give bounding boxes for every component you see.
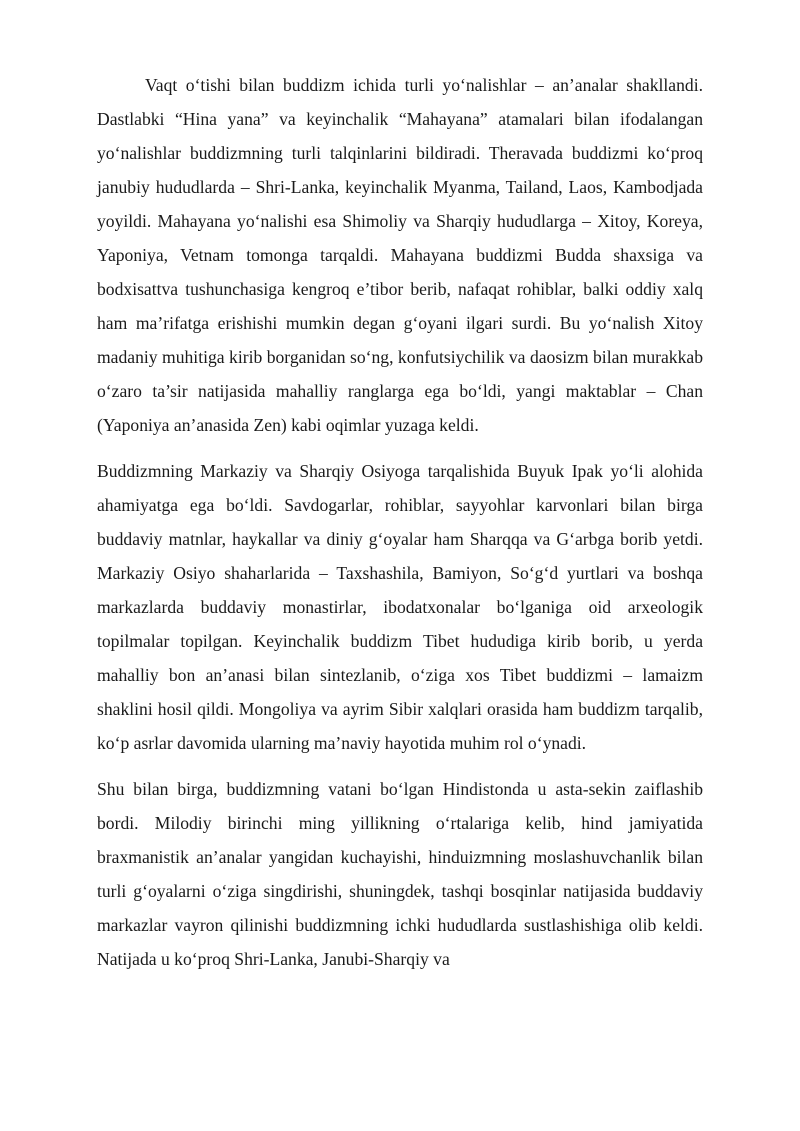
paragraph-3: Shu bilan birga, buddizmning vatani bo‘lgan Hindistonda u asta-sekin zaiflashib bordi. Milodiy birinchi ming yillikning o‘rtalariga kelib, hind jamiyatida braxmanistik an’analar yangidan kuchayishi, hinduizmning moslashuvchanlik bilan turli g‘oyalarni o‘ziga singdirishi, shuningdek, tashqi bosqinlar natijasida buddaviy markazlar vayron qilinishi buddizmning ichki hududlarda sustlashishiga olib keldi. Natijada u ko‘proq Shri-Lanka, Janubi-Sharqiy va — [97, 779, 703, 969]
document-page — [97, 68, 703, 988]
paragraph-2: Buddizmning Markaziy va Sharqiy Osiyoga tarqalishida Buyuk Ipak yo‘li alohida ahamiyatga ega bo‘ldi. Savdogarlar, rohiblar, sayyohlar karvonlari bilan birga buddaviy matnlar, haykallar va diniy g‘oyalar ham Sharqqa va G‘arbga borib yetdi. Markaziy Osiyo shaharlarida – Taxshashila, Bamiyon, So‘g‘d yurtlari va boshqa markazlarda buddaviy monastirlar, ibodatxonalar bo‘lganiga oid arxeologik topilmalar topilgan. Keyinchalik buddizm Tibet hududiga kirib borib, u yerda mahalliy bon an’anasi bilan sintezlanib, o‘ziga xos Tibet buddizmi – lamaizm shaklini hosil qildi. Mongoliya va ayrim Sibir xalqlari orasida ham buddizm tarqalib, ko‘p asrlar davomida ularning ma’naviy hayotida muhim rol o‘ynadi. — [97, 461, 703, 753]
paragraph-1: Vaqt o‘tishi bilan buddizm ichida turli yo‘nalishlar – an’analar shakllandi. Dastlabki “Hina yana” va keyinchalik “Mahayana” atamalari bilan ifodalangan yo‘nalishlar buddizmning turli talqinlarini bildiradi. Theravada buddizmi ko‘proq janubiy hududlarda – Shri-Lanka, keyinchalik Myanma, Tailand, Laos, Kambodjada yoyildi. Mahayana yo‘nalishi esa Shimoliy va Sharqiy hududlarga – Xitoy, Koreya, Yaponiya, Vetnam tomonga tarqaldi. Mahayana buddizmi Budda shaxsiga va bodxisattva tushunchasiga kengroq e’tibor berib, nafaqat rohiblar, balki oddiy xalq ham ma’rifatga erishishi mumkin degan g‘oyani ilgari surdi. Bu yo‘nalish Xitoy madaniy muhitiga kirib borganidan so‘ng, konfutsiychilik va daosizm bilan murakkab o‘zaro ta’sir natijasida mahalliy ranglarga ega bo‘ldi, yangi maktablar – Chan (Yaponiya an’anasida Zen) kabi oqimlar yuzaga keldi. — [97, 75, 703, 435]
